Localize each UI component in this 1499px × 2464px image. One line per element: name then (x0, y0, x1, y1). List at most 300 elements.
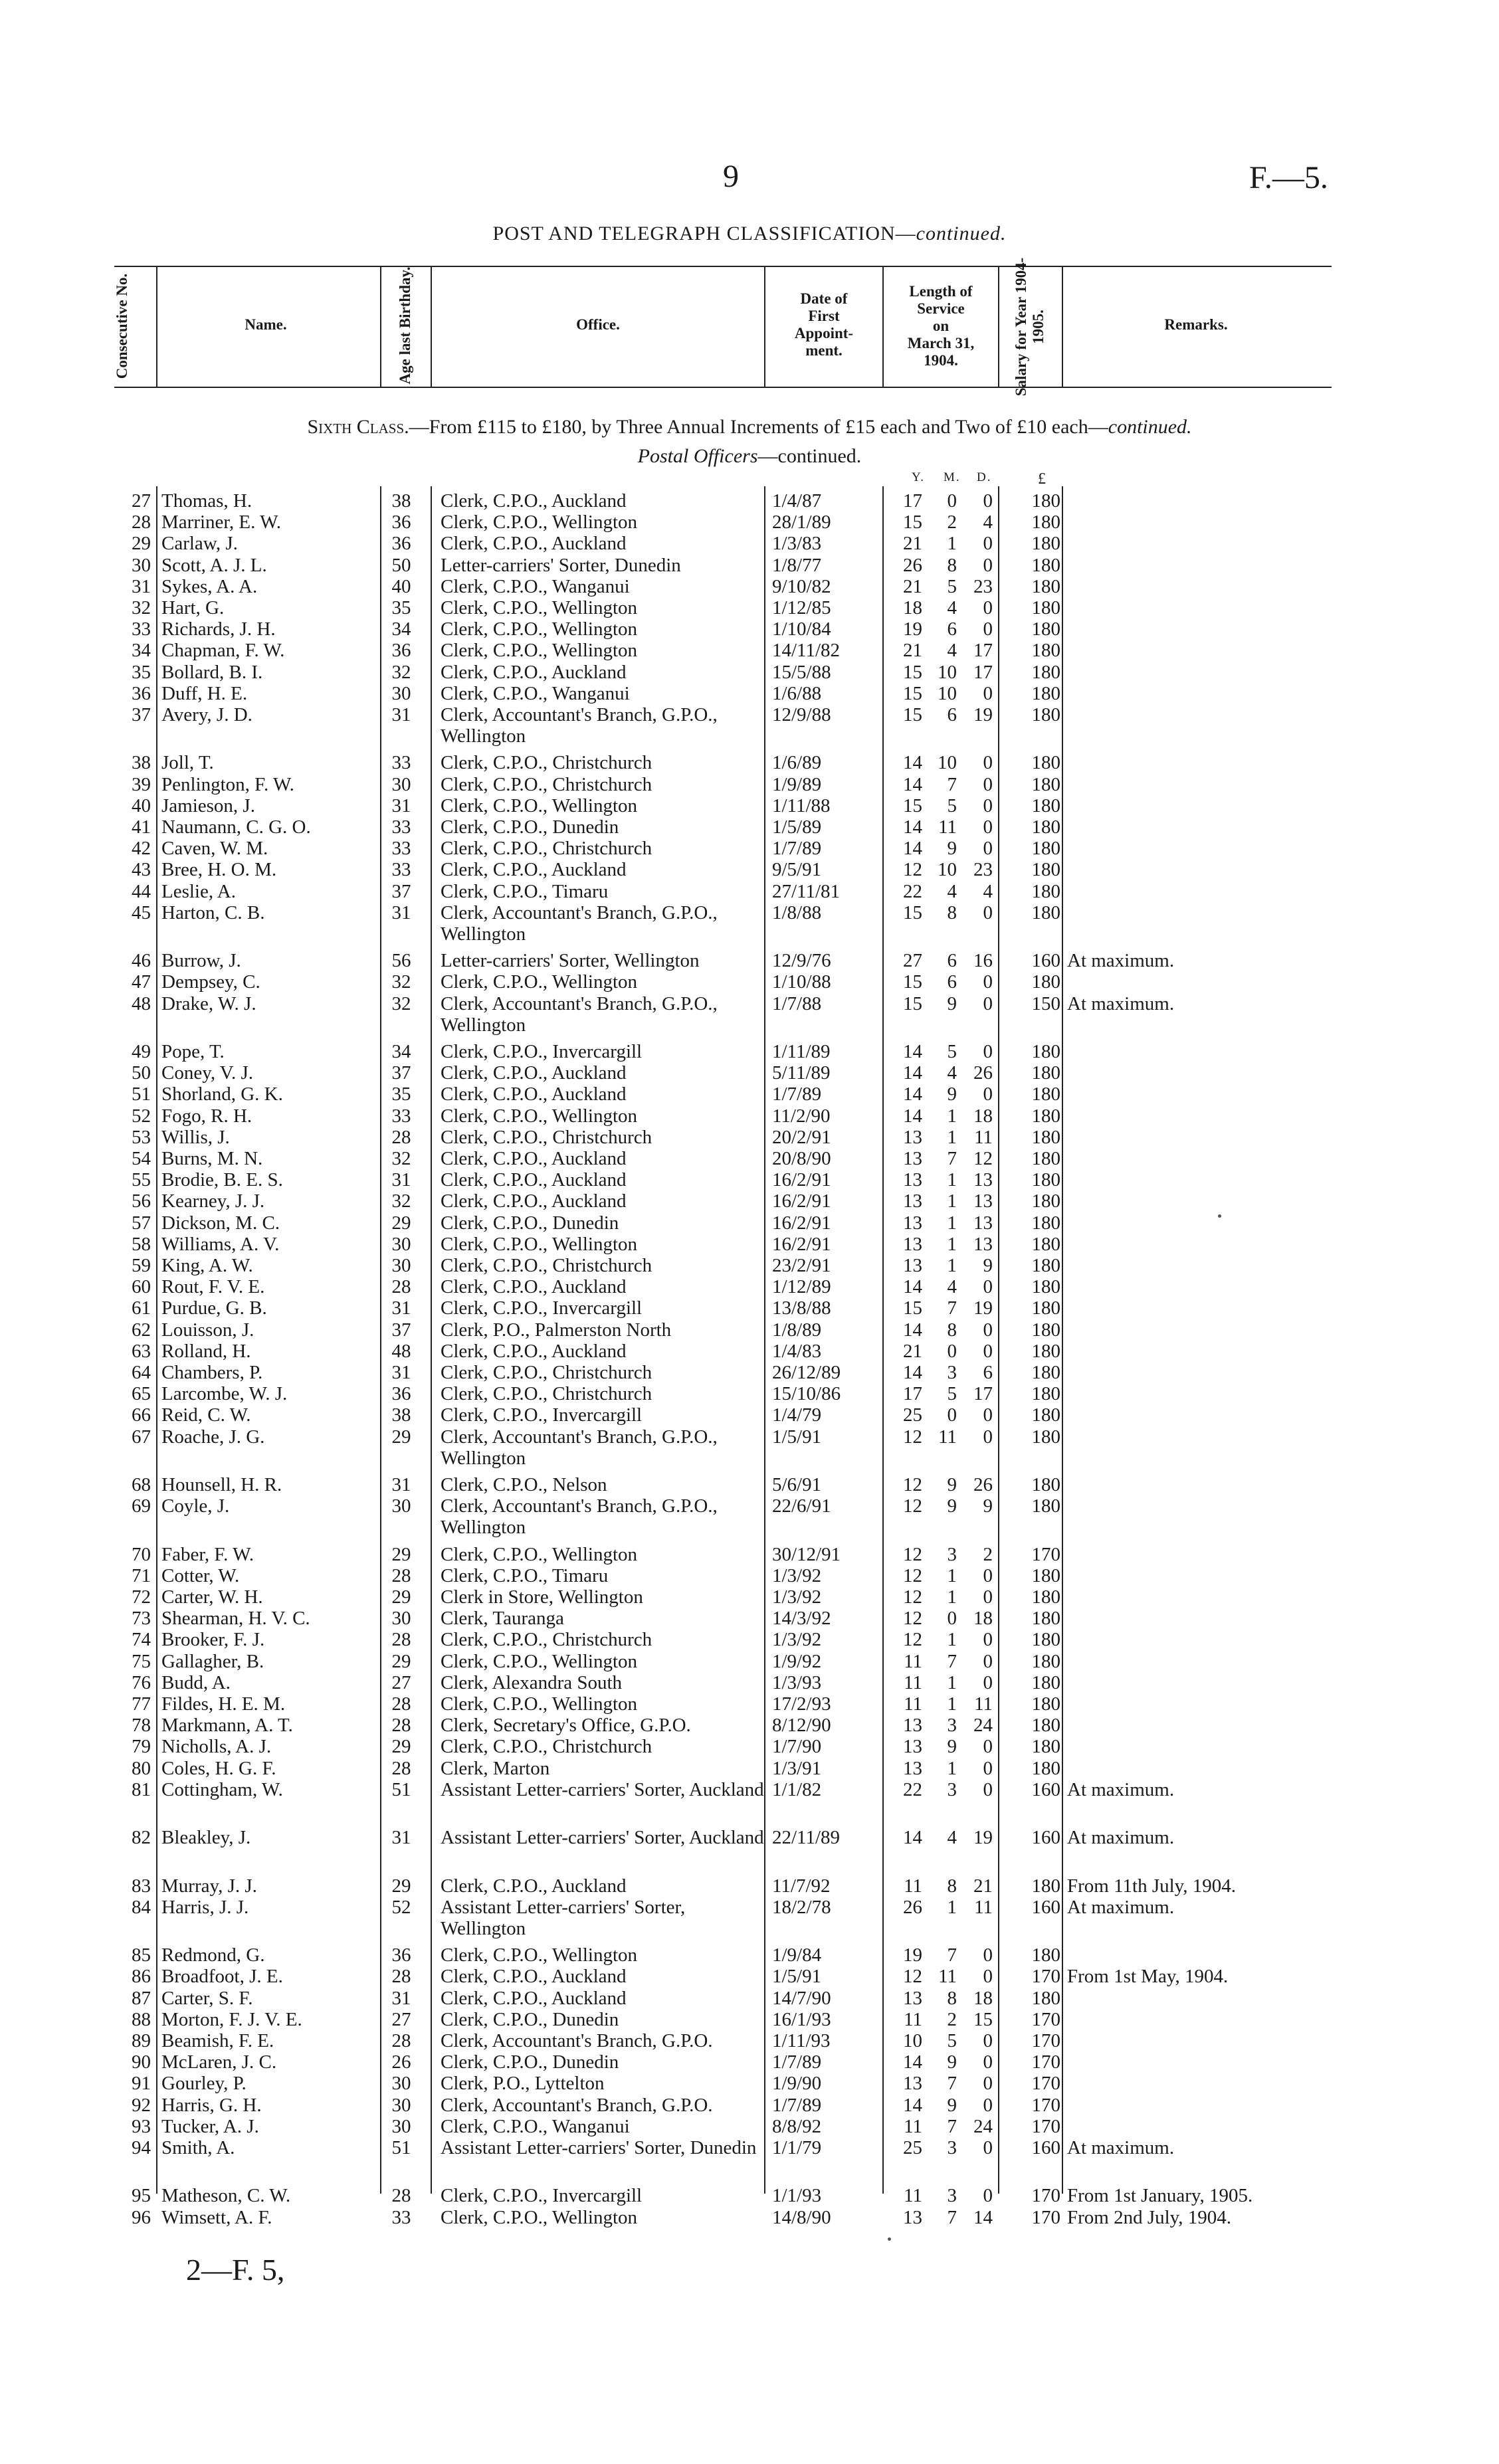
salary: 180 (1031, 1062, 1060, 1084)
employee-age: 51 (391, 1779, 411, 1800)
service-months: 8 (947, 1875, 957, 1897)
service-days: 6 (983, 1362, 993, 1383)
class-continued: continued. (1108, 416, 1192, 438)
service-months: 9 (947, 1495, 957, 1517)
section-heading (0, 416, 1499, 438)
employee-office: Clerk, C.P.O., Wanganui (441, 683, 630, 704)
appointment-date: 28/1/89 (772, 512, 831, 533)
appointment-date: 15/10/86 (772, 1383, 841, 1404)
appointment-date: 12/9/88 (772, 704, 831, 725)
employee-office: Clerk, C.P.O., Wellington (441, 971, 638, 993)
employee-age: 27 (391, 1672, 411, 1693)
employee-name: Willis, J. (161, 1127, 230, 1148)
employee-name: Cotter, W. (161, 1565, 240, 1586)
employee-office: Clerk, C.P.O., Christchurch (441, 1362, 652, 1383)
employee-age: 33 (391, 838, 411, 859)
employee-office: Clerk, C.P.O., Wellington (441, 1544, 638, 1565)
salary: 180 (1031, 1875, 1060, 1897)
row-number: 77 (132, 1693, 151, 1715)
appointment-date: 20/2/91 (772, 1127, 831, 1148)
salary: 180 (1031, 1608, 1060, 1629)
service-years: 13 (903, 1988, 922, 2009)
employee-office: Clerk, Accountant's Branch, G.P.O., Wellington (441, 1426, 718, 1469)
row-number: 64 (132, 1362, 151, 1383)
service-days: 9 (983, 1255, 993, 1276)
service-days: 0 (983, 752, 993, 773)
employee-age: 37 (391, 1319, 411, 1341)
employee-office: Clerk, C.P.O., Dunedin (441, 1212, 619, 1234)
service-months: 4 (947, 881, 957, 902)
service-days: 9 (983, 1495, 993, 1517)
service-days: 0 (983, 597, 993, 618)
appointment-date: 14/8/90 (772, 2207, 831, 2228)
remarks: From 1st May, 1904. (1067, 1966, 1229, 1987)
service-months: 0 (947, 1404, 957, 1426)
employee-age: 26 (391, 2051, 411, 2073)
employee-office: Clerk, C.P.O., Wellington (441, 1105, 638, 1127)
service-months: 3 (947, 1715, 957, 1736)
employee-name: Bollard, B. I. (161, 662, 263, 683)
row-number: 84 (132, 1897, 151, 1918)
service-years: 21 (903, 640, 922, 661)
service-years: 25 (903, 1404, 922, 1426)
salary: 180 (1031, 1988, 1060, 2009)
row-number: 54 (132, 1148, 151, 1169)
salary: 180 (1031, 1495, 1060, 1517)
service-days: 21 (973, 1875, 993, 1897)
service-years: 12 (903, 1586, 922, 1608)
service-years: 11 (904, 1651, 922, 1672)
appointment-date: 8/12/90 (772, 1715, 831, 1736)
employee-name: Louisson, J. (161, 1319, 254, 1341)
employee-office: Clerk, C.P.O., Auckland (441, 1148, 627, 1169)
service-days: 0 (983, 2137, 993, 2158)
salary: 180 (1031, 1758, 1060, 1779)
salary: 180 (1031, 902, 1060, 923)
service-years: 13 (903, 1169, 922, 1190)
appointment-date: 11/2/90 (772, 1105, 831, 1127)
service-years: 11 (904, 1672, 922, 1693)
employee-office: Assistant Letter-carriers' Sorter, Auckland (441, 1779, 764, 1800)
service-months: 3 (947, 2137, 957, 2158)
salary: 170 (1031, 2051, 1060, 2073)
salary: 180 (1031, 512, 1060, 533)
service-years: 12 (903, 1474, 922, 1495)
employee-office: Clerk, C.P.O., Invercargill (441, 1297, 643, 1319)
salary: 180 (1031, 1426, 1060, 1448)
salary: 180 (1031, 1586, 1060, 1608)
service-years: 14 (903, 752, 922, 773)
row-number: 51 (132, 1084, 151, 1105)
row-number: 52 (132, 1105, 151, 1127)
employee-name: Nicholls, A. J. (161, 1736, 272, 1757)
employee-age: 31 (391, 704, 411, 725)
employee-office: Clerk, C.P.O., Wellington (441, 1693, 638, 1715)
appointment-date: 8/8/92 (772, 2116, 822, 2137)
employee-office: Clerk, C.P.O., Auckland (441, 533, 627, 554)
header-name: Name. (245, 316, 287, 333)
row-number: 36 (132, 683, 151, 704)
service-days: 0 (983, 1629, 993, 1650)
remarks: From 2nd July, 1904. (1067, 2207, 1232, 2228)
service-months: 1 (947, 1255, 957, 1276)
employee-office: Clerk, C.P.O., Auckland (441, 1084, 627, 1105)
service-years: 13 (903, 1234, 922, 1255)
employee-office: Clerk, C.P.O., Wellington (441, 640, 638, 661)
service-months: 7 (947, 1148, 957, 1169)
appointment-date: 1/8/88 (772, 902, 822, 923)
employee-name: Carlaw, J. (161, 533, 238, 554)
row-number: 95 (132, 2185, 151, 2206)
service-days: 16 (973, 950, 993, 971)
employee-age: 51 (391, 2137, 411, 2158)
row-number: 83 (132, 1875, 151, 1897)
salary: 160 (1031, 950, 1060, 971)
salary: 160 (1031, 2137, 1060, 2158)
employee-name: Scott, A. J. L. (161, 555, 267, 576)
service-days: 18 (973, 1988, 993, 2009)
service-years: 14 (903, 2051, 922, 2073)
service-months: 0 (947, 490, 957, 512)
service-months: 9 (947, 993, 957, 1014)
employee-age: 31 (391, 902, 411, 923)
employee-name: Markmann, A. T. (161, 1715, 293, 1736)
remarks: At maximum. (1067, 993, 1175, 1014)
appointment-date: 1/7/89 (772, 2095, 822, 2116)
salary: 180 (1031, 881, 1060, 902)
service-years: 17 (903, 490, 922, 512)
employee-age: 32 (391, 993, 411, 1014)
row-number: 46 (132, 950, 151, 971)
employee-age: 29 (391, 1651, 411, 1672)
appointment-date: 1/5/91 (772, 1966, 822, 1987)
appointment-date: 1/9/90 (772, 2073, 822, 2094)
service-months: 11 (938, 1426, 957, 1448)
remarks: From 1st January, 1905. (1067, 2185, 1253, 2206)
employee-name: Brooker, F. J. (161, 1629, 265, 1650)
service-days: 0 (983, 1341, 993, 1362)
service-months: 3 (947, 1544, 957, 1565)
appointment-date: 16/1/93 (772, 2009, 831, 2030)
service-days: 23 (973, 576, 993, 597)
service-days: 11 (974, 1897, 993, 1918)
salary: 180 (1031, 795, 1060, 816)
service-months: 1 (947, 1234, 957, 1255)
service-days: 0 (983, 1426, 993, 1448)
appointment-date: 16/2/91 (772, 1234, 831, 1255)
employee-name: Chambers, P. (161, 1362, 263, 1383)
salary: 180 (1031, 597, 1060, 618)
salary: 180 (1031, 1255, 1060, 1276)
row-number: 50 (132, 1062, 151, 1084)
employee-name: Duff, H. E. (161, 683, 248, 704)
employee-age: 40 (391, 576, 411, 597)
employee-name: Harris, J. J. (161, 1897, 249, 1918)
appointment-date: 1/6/88 (772, 683, 822, 704)
salary: 180 (1031, 1169, 1060, 1190)
row-number: 80 (132, 1758, 151, 1779)
salary: 180 (1031, 1084, 1060, 1105)
service-days: 0 (983, 1736, 993, 1757)
appointment-date: 1/12/89 (772, 1276, 831, 1297)
employee-office: Clerk, C.P.O., Christchurch (441, 1383, 652, 1404)
service-years: 18 (903, 597, 922, 618)
service-months: 9 (947, 2051, 957, 2073)
col-divider (156, 486, 157, 2194)
unit-years: Y. (912, 470, 926, 484)
row-number: 45 (132, 902, 151, 923)
service-months: 8 (947, 902, 957, 923)
employee-name: Coyle, J. (161, 1495, 230, 1517)
employee-office: Clerk, C.P.O., Dunedin (441, 2009, 619, 2030)
appointment-date: 15/5/88 (772, 662, 831, 683)
salary: 180 (1031, 490, 1060, 512)
service-months: 7 (947, 2116, 957, 2137)
service-months: 7 (947, 2207, 957, 2228)
unit-pound: £ (1038, 470, 1047, 488)
employee-age: 29 (391, 1736, 411, 1757)
appointment-date: 1/5/89 (772, 816, 822, 838)
employee-name: Broadfoot, J. E. (161, 1966, 283, 1987)
appointment-date: 1/7/89 (772, 838, 822, 859)
service-years: 21 (903, 533, 922, 554)
header-length-line: Service (917, 300, 965, 317)
employee-office: Clerk, C.P.O., Auckland (441, 1276, 627, 1297)
appointment-date: 22/6/91 (772, 1495, 831, 1517)
service-months: 4 (947, 1827, 957, 1848)
title-continued: continued. (916, 223, 1007, 244)
row-number: 87 (132, 1988, 151, 2009)
service-days: 0 (983, 1084, 993, 1105)
service-years: 21 (903, 1341, 922, 1362)
row-number: 29 (132, 533, 151, 554)
row-number: 28 (132, 512, 151, 533)
service-months: 3 (947, 1362, 957, 1383)
service-months: 11 (938, 816, 957, 838)
service-days: 0 (983, 971, 993, 993)
service-months: 7 (947, 774, 957, 795)
salary: 180 (1031, 1212, 1060, 1234)
employee-age: 32 (391, 662, 411, 683)
row-number: 94 (132, 2137, 151, 2158)
appointment-date: 1/4/87 (772, 490, 822, 512)
employee-name: Cottingham, W. (161, 1779, 283, 1800)
service-days: 0 (983, 1041, 993, 1062)
employee-name: Budd, A. (161, 1672, 231, 1693)
appointment-date: 1/9/92 (772, 1651, 822, 1672)
employee-name: Gourley, P. (161, 2073, 247, 2094)
employee-office: Clerk, C.P.O., Wanganui (441, 576, 630, 597)
service-years: 15 (903, 683, 922, 704)
service-months: 1 (947, 1672, 957, 1693)
salary: 180 (1031, 1234, 1060, 1255)
salary: 180 (1031, 1341, 1060, 1362)
employee-office: Clerk, C.P.O., Christchurch (441, 1629, 652, 1650)
service-days: 0 (983, 774, 993, 795)
appointment-date: 1/3/83 (772, 533, 822, 554)
employee-name: Joll, T. (161, 752, 214, 773)
employee-office: Clerk, C.P.O., Auckland (441, 1966, 627, 1987)
col-divider (1062, 486, 1063, 2194)
appointment-date: 30/12/91 (772, 1544, 841, 1565)
employee-office: Clerk, Accountant's Branch, G.P.O. (441, 2095, 713, 2116)
employee-name: Reid, C. W. (161, 1404, 251, 1426)
salary: 170 (1031, 2073, 1060, 2094)
remarks: At maximum. (1067, 2137, 1175, 2158)
service-months: 5 (947, 2030, 957, 2051)
header-length-line: Length of (909, 283, 973, 300)
employee-name: Carter, W. H. (161, 1586, 263, 1608)
row-number: 27 (132, 490, 151, 512)
employee-name: Burrow, J. (161, 950, 241, 971)
employee-name: King, A. W. (161, 1255, 253, 1276)
service-years: 12 (903, 1629, 922, 1650)
employee-age: 52 (391, 1897, 411, 1918)
row-number: 81 (132, 1779, 151, 1800)
service-days: 13 (973, 1169, 993, 1190)
service-days: 24 (973, 2116, 993, 2137)
employee-office: Clerk, Marton (441, 1758, 550, 1779)
service-days: 0 (983, 533, 993, 554)
employee-name: Jamieson, J. (161, 795, 255, 816)
service-days: 18 (973, 1105, 993, 1127)
employee-office: Clerk, C.P.O., Wellington (441, 2207, 638, 2228)
employee-name: Drake, W. J. (161, 993, 256, 1014)
employee-name: Pope, T. (161, 1041, 225, 1062)
employee-office: Clerk, Accountant's Branch, G.P.O. (441, 2030, 713, 2051)
service-days: 0 (983, 555, 993, 576)
appointment-date: 1/9/84 (772, 1944, 822, 1966)
col-divider (998, 486, 999, 2194)
service-months: 10 (938, 662, 957, 683)
appointment-date: 27/11/81 (772, 881, 841, 902)
employee-name: Morton, F. J. V. E. (161, 2009, 302, 2030)
header-date-line: Date of (800, 290, 848, 307)
service-months: 3 (947, 2185, 957, 2206)
service-years: 13 (903, 1715, 922, 1736)
service-days: 4 (983, 881, 993, 902)
row-number: 91 (132, 2073, 151, 2094)
col-divider (1062, 266, 1063, 387)
salary: 180 (1031, 1693, 1060, 1715)
row-number: 70 (132, 1544, 151, 1565)
salary: 180 (1031, 1474, 1060, 1495)
service-months: 3 (947, 1779, 957, 1800)
service-years: 14 (903, 1062, 922, 1084)
service-years: 22 (903, 881, 922, 902)
employee-office: Clerk, C.P.O., Auckland (441, 1988, 627, 2009)
service-years: 27 (903, 950, 922, 971)
salary: 180 (1031, 662, 1060, 683)
employee-name: Gallagher, B. (161, 1651, 264, 1672)
class-name: Sixth Class (307, 416, 405, 438)
employee-name: Kearney, J. J. (161, 1190, 265, 1212)
employee-name: Harton, C. B. (161, 902, 265, 923)
salary: 170 (1031, 2116, 1060, 2137)
employee-name: Tucker, A. J. (161, 2116, 259, 2137)
employee-name: Dickson, M. C. (161, 1212, 280, 1234)
salary: 180 (1031, 618, 1060, 640)
service-days: 19 (973, 1297, 993, 1319)
service-years: 14 (903, 816, 922, 838)
service-days: 0 (983, 618, 993, 640)
header-bottom-rule (114, 387, 1332, 388)
employee-age: 30 (391, 1255, 411, 1276)
employee-office: Clerk, C.P.O., Nelson (441, 1474, 607, 1495)
salary: 160 (1031, 1897, 1060, 1918)
salary: 150 (1031, 993, 1060, 1014)
appointment-date: 5/11/89 (772, 1062, 831, 1084)
service-days: 15 (973, 2009, 993, 2030)
appointment-date: 5/6/91 (772, 1474, 822, 1495)
salary: 170 (1031, 2207, 1060, 2228)
service-days: 24 (973, 1715, 993, 1736)
service-days: 26 (973, 1062, 993, 1084)
remarks: At maximum. (1067, 1779, 1175, 1800)
service-years: 26 (903, 1897, 922, 1918)
service-years: 13 (903, 2207, 922, 2228)
appointment-date: 1/5/91 (772, 1426, 822, 1448)
header-date-line: First (808, 308, 840, 324)
service-months: 7 (947, 2073, 957, 2094)
row-number: 42 (132, 838, 151, 859)
employee-name: Fildes, H. E. M. (161, 1693, 286, 1715)
appointment-date: 11/7/92 (772, 1875, 831, 1897)
employee-age: 38 (391, 490, 411, 512)
salary: 180 (1031, 1565, 1060, 1586)
row-number: 88 (132, 2009, 151, 2030)
employee-age: 35 (391, 1084, 411, 1105)
employee-name: Carter, S. F. (161, 1988, 253, 2009)
salary: 180 (1031, 1651, 1060, 1672)
employee-name: Bree, H. O. M. (161, 859, 277, 880)
employee-office: Clerk, C.P.O., Wellington (441, 1234, 638, 1255)
appointment-date: 1/7/90 (772, 1736, 822, 1757)
row-number: 59 (132, 1255, 151, 1276)
employee-age: 32 (391, 971, 411, 993)
service-years: 12 (903, 1495, 922, 1517)
service-years: 10 (903, 2030, 922, 2051)
service-years: 15 (903, 795, 922, 816)
service-years: 13 (903, 1212, 922, 1234)
employee-name: Murray, J. J. (161, 1875, 257, 1897)
appointment-date: 1/3/91 (772, 1758, 822, 1779)
row-number: 82 (132, 1827, 151, 1848)
employee-age: 48 (391, 1341, 411, 1362)
service-days: 13 (973, 1212, 993, 1234)
row-number: 90 (132, 2051, 151, 2073)
service-months: 9 (947, 1736, 957, 1757)
employee-name: Rolland, H. (161, 1341, 251, 1362)
appointment-date: 16/2/91 (772, 1190, 831, 1212)
employee-name: Hart, G. (161, 597, 225, 618)
appointment-date: 14/3/92 (772, 1608, 831, 1629)
col-divider (882, 266, 884, 387)
employee-name: Rout, F. V. E. (161, 1276, 265, 1297)
employee-age: 33 (391, 1105, 411, 1127)
row-number: 31 (132, 576, 151, 597)
employee-office: Clerk, Accountant's Branch, G.P.O., Wellington (441, 1495, 718, 1538)
salary: 180 (1031, 683, 1060, 704)
salary: 170 (1031, 2095, 1060, 2116)
appointment-date: 1/8/77 (772, 555, 822, 576)
service-years: 15 (903, 704, 922, 725)
header-date-line: Appoint- (794, 325, 854, 341)
employee-age: 29 (391, 1586, 411, 1608)
salary: 180 (1031, 971, 1060, 993)
service-days: 13 (973, 1190, 993, 1212)
print-speck (1218, 1214, 1221, 1218)
